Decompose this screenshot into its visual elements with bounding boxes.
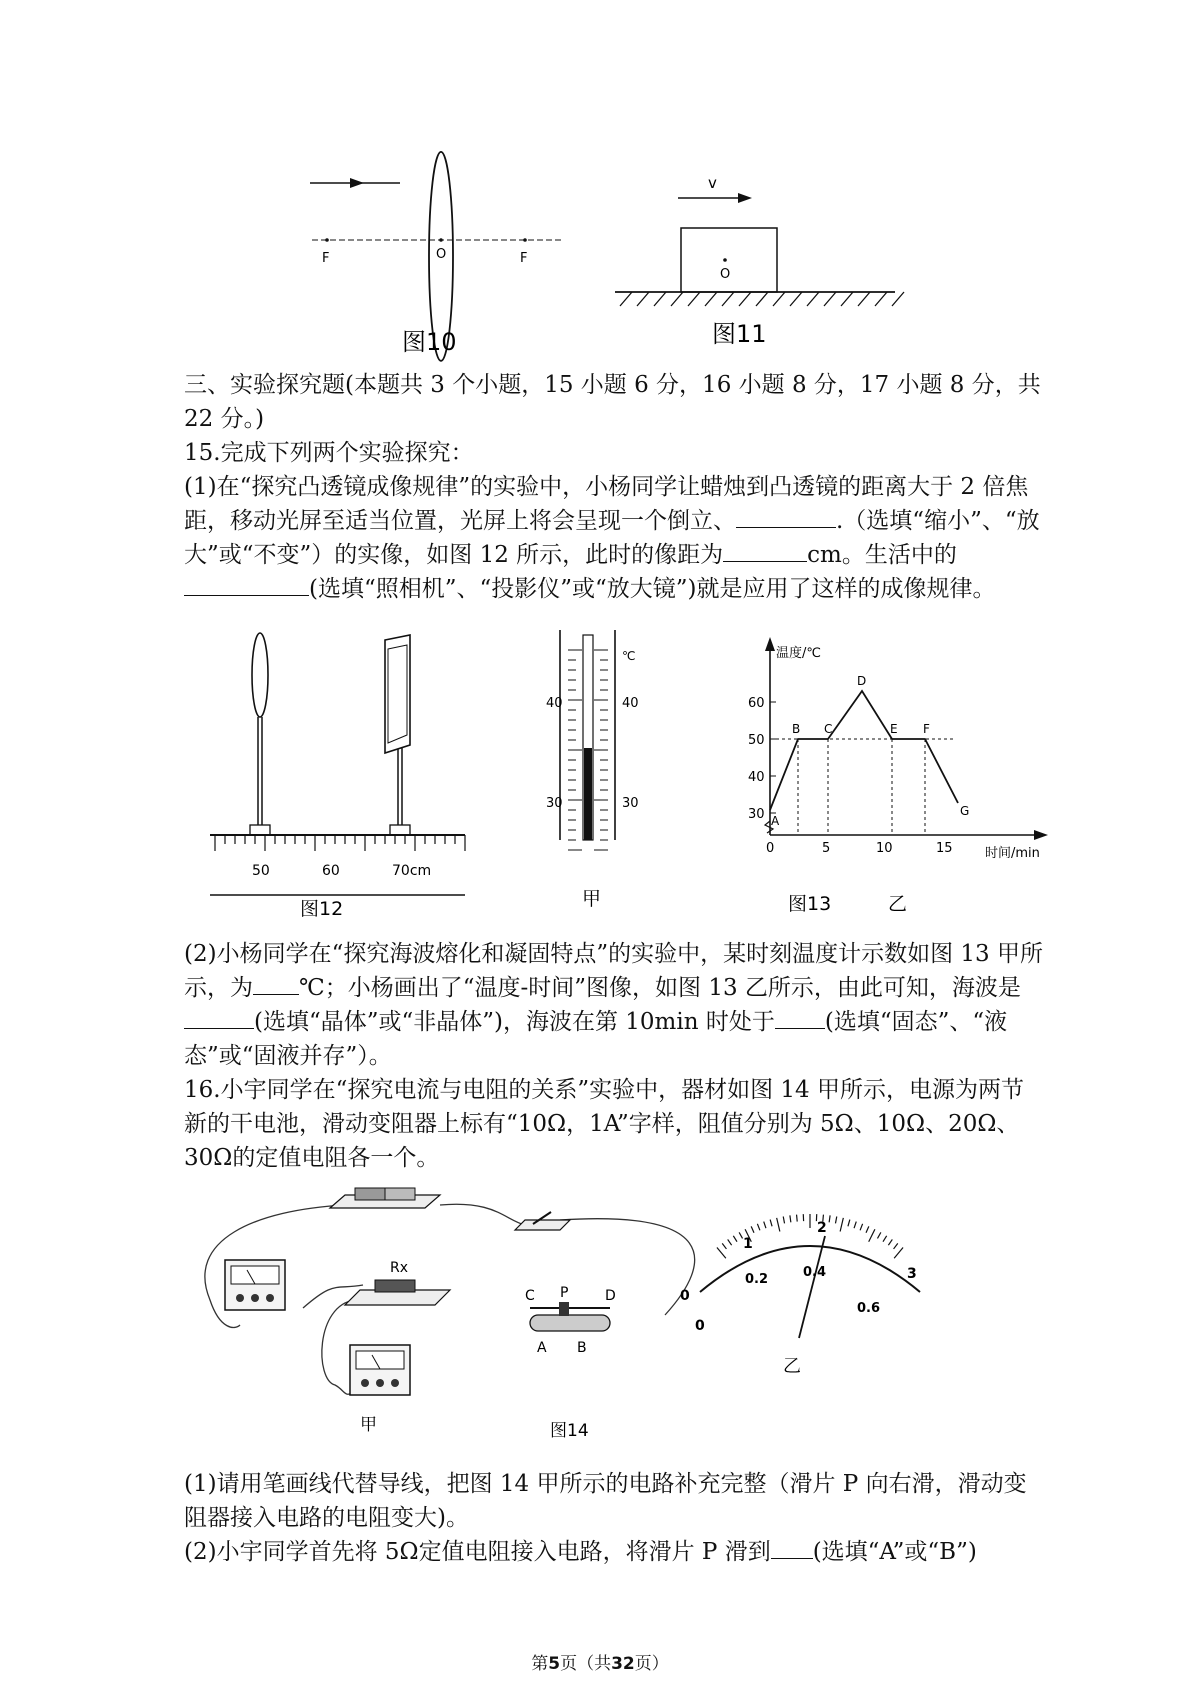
thermometer-caption: 甲 bbox=[582, 888, 602, 910]
rheostat-label: D bbox=[605, 1288, 616, 1304]
q15-2-text-b: ℃；小杨画出了“温度-时间”图像，如图 13 乙所示，由此可知，海波是 bbox=[299, 975, 1021, 1001]
tick-mark bbox=[869, 1229, 875, 1242]
graph-caption: 乙 bbox=[888, 893, 908, 915]
graph-x-tick: 15 bbox=[936, 841, 953, 856]
meter-scale-label: 2 bbox=[817, 1220, 827, 1236]
tick-mark bbox=[717, 1248, 726, 1259]
tick-mark bbox=[770, 1220, 772, 1227]
graph-y-tick: 60 bbox=[748, 696, 765, 711]
velocity-label: v bbox=[708, 174, 717, 192]
tick-mark bbox=[854, 1222, 856, 1229]
figure-10 bbox=[300, 150, 570, 360]
page-total: 32 bbox=[611, 1654, 635, 1674]
tick-mark bbox=[722, 292, 734, 306]
focus-label-left: F bbox=[322, 251, 330, 266]
answer-blank[interactable] bbox=[184, 1006, 254, 1029]
graph-point-label: C bbox=[824, 722, 833, 736]
meter-scale-label: 0.6 bbox=[857, 1301, 881, 1316]
tick-mark bbox=[848, 1220, 850, 1227]
figure-caption: 图10 bbox=[402, 328, 457, 356]
tick-mark bbox=[860, 1224, 863, 1231]
footer-suffix: 页） bbox=[634, 1654, 669, 1674]
graph-point-label: A bbox=[771, 814, 780, 828]
tick-mark bbox=[688, 292, 700, 306]
graph-x-tick: 10 bbox=[876, 841, 893, 856]
q16-2-text-a: (2)小宇同学首先将 5Ω定值电阻接入电路，将滑片 P 滑到 bbox=[184, 1539, 771, 1565]
figure-caption: 图14 bbox=[550, 1421, 589, 1441]
graph-point-label: D bbox=[857, 674, 867, 688]
figure-13-thermometer bbox=[546, 630, 640, 910]
tick-mark bbox=[733, 1236, 737, 1242]
graph-point-label: B bbox=[792, 722, 801, 736]
tick-mark bbox=[739, 292, 751, 306]
tick-mark bbox=[894, 1248, 903, 1259]
focus-label-right: F bbox=[520, 251, 528, 266]
q16-2-text-b: (选填“A”或“B”) bbox=[812, 1539, 977, 1565]
graph-x-tick: 5 bbox=[822, 841, 831, 856]
footer-middle: 页（共 bbox=[560, 1654, 612, 1674]
tick-mark bbox=[797, 1215, 798, 1222]
answer-blank[interactable] bbox=[736, 505, 836, 528]
meter-scale-label: 0.2 bbox=[745, 1272, 769, 1287]
q15-1-text-d: (选填“照相机”、“投影仪”或“放大镜”)就是应用了这样的成像规律。 bbox=[309, 576, 996, 602]
circuit-caption: 甲 bbox=[360, 1415, 377, 1435]
tick-mark bbox=[858, 292, 870, 306]
tick-mark bbox=[783, 1216, 784, 1223]
graph-y-tick: 40 bbox=[748, 770, 765, 785]
ruler-tick-label: 70cm bbox=[392, 863, 432, 879]
question-16: 16.小宇同学在“探究电流与电阻的关系”实验中，器材如图 14 甲所示，电源为两节新的干电池，滑动变阻器上标有“10Ω，1A”字样，阻值分别为 5Ω、10Ω、20Ω、30Ω的定值电阻各一个。 bbox=[184, 1077, 1024, 1171]
tick-mark bbox=[654, 292, 666, 306]
graph-y-label: 温度/℃ bbox=[776, 646, 821, 661]
question-block-2 bbox=[184, 937, 1044, 1175]
figure-13-graph bbox=[740, 635, 1050, 915]
tick-mark bbox=[773, 292, 785, 306]
tick-mark bbox=[757, 1224, 760, 1231]
tick-mark bbox=[835, 1216, 836, 1223]
thermometer-tick-label: 40 bbox=[546, 696, 563, 711]
question-15-part-2 bbox=[184, 937, 1044, 1073]
tick-mark bbox=[777, 1218, 780, 1232]
q15-2-text-d: (选填“固态”、“液态”或“固液并存”）。 bbox=[184, 1009, 1008, 1069]
tick-mark bbox=[807, 292, 819, 306]
tick-mark bbox=[877, 1232, 880, 1238]
tick-mark bbox=[888, 1239, 892, 1245]
graph-point-label: E bbox=[890, 722, 898, 736]
rheostat-label: C bbox=[525, 1288, 535, 1304]
tick-mark bbox=[875, 292, 887, 306]
q15-2-text-c: (选填“晶体”或“非晶体”)，海波在第 10min 时处于 bbox=[254, 1009, 775, 1035]
ruler-tick-label: 50 bbox=[252, 863, 270, 879]
tick-mark bbox=[840, 1218, 843, 1232]
q15-1-text-b: .（选填“缩小”、“放大”或“不变”）的实像，如图 12 所示，此时的像距为 bbox=[184, 508, 1040, 568]
meter-caption: 乙 bbox=[783, 1356, 801, 1377]
tick-mark bbox=[892, 292, 904, 306]
tick-mark bbox=[790, 292, 802, 306]
graph-point-label: G bbox=[960, 804, 970, 818]
thermometer-unit: ℃ bbox=[622, 649, 636, 663]
answer-blank[interactable] bbox=[723, 539, 807, 562]
meter-scale-label: 0 bbox=[695, 1318, 705, 1334]
rheostat-label: B bbox=[577, 1340, 587, 1356]
meter-scale-label: 0 bbox=[680, 1288, 690, 1304]
answer-blank[interactable] bbox=[184, 573, 309, 596]
answer-blank[interactable] bbox=[253, 972, 299, 995]
question-15-part-1 bbox=[184, 470, 1044, 606]
meter-scale-label: 3 bbox=[907, 1266, 917, 1282]
question-16-part-2 bbox=[184, 1535, 1044, 1569]
resistor-label: Rx bbox=[390, 1260, 409, 1276]
section-heading: 三、实验探究题(本题共 3 个小题，15 小题 6 分，16 小题 8 分，17 小题 8 分，共 22 分。) bbox=[184, 372, 1041, 432]
page-number: 5 bbox=[548, 1654, 561, 1674]
center-label: O bbox=[436, 247, 447, 262]
rheostat-label: P bbox=[560, 1285, 569, 1301]
answer-blank[interactable] bbox=[775, 1006, 825, 1029]
tick-mark bbox=[728, 1239, 732, 1245]
tick-mark bbox=[620, 292, 632, 306]
tick-mark bbox=[866, 1226, 869, 1232]
graph-y-tick: 50 bbox=[748, 733, 765, 748]
rheostat-label: A bbox=[537, 1340, 547, 1356]
figure-11 bbox=[630, 170, 910, 355]
tick-mark bbox=[894, 1243, 898, 1249]
graph-x-tick: 0 bbox=[766, 841, 775, 856]
graph-point-label: F bbox=[923, 722, 930, 736]
tick-mark bbox=[637, 292, 649, 306]
tick-mark bbox=[841, 292, 853, 306]
section-3-block bbox=[184, 368, 1044, 606]
meter-scale-label: 1 bbox=[743, 1236, 753, 1252]
tick-mark bbox=[883, 1236, 887, 1242]
q15-1-text-a: (1)在“探究凸透镜成像规律”的实验中，小杨同学让蜡烛到凸透镜的距离大于 2 倍焦距，移动光屏至适当位置，光屏上将会呈现一个倒立、 bbox=[184, 474, 1029, 534]
question-15: 15.完成下列两个实验探究： bbox=[184, 440, 474, 466]
footer-prefix: 第 bbox=[531, 1654, 549, 1674]
q15-1-text-c: cm。生活中的 bbox=[807, 542, 957, 568]
center-label: O bbox=[720, 267, 731, 282]
ruler-tick-label: 60 bbox=[322, 863, 340, 879]
tick-mark bbox=[751, 1226, 754, 1232]
tick-mark bbox=[756, 292, 768, 306]
tick-mark bbox=[824, 292, 836, 306]
tick-mark bbox=[764, 1222, 766, 1229]
thermometer-tick-label: 40 bbox=[622, 696, 639, 711]
page-footer bbox=[0, 1649, 1200, 1674]
q15-2-text-a: (2)小杨同学在“探究海波熔化和凝固特点”的实验中，某时刻温度计示数如图 13 甲所示，为 bbox=[184, 941, 1043, 1001]
tick-mark bbox=[829, 1215, 830, 1222]
tick-mark bbox=[790, 1215, 791, 1222]
figure-14 bbox=[195, 1180, 1015, 1450]
graph-y-tick: 30 bbox=[748, 807, 765, 822]
answer-blank[interactable] bbox=[771, 1536, 813, 1559]
figure-caption: 图12 bbox=[300, 898, 344, 920]
question-16-part-1: (1)请用笔画线代替导线，把图 14 甲所示的电路补充完整（滑片 P 向右滑，滑动变阻器接入电路的电阻变大)。 bbox=[184, 1471, 1027, 1531]
figure-caption: 图13 bbox=[788, 893, 832, 915]
figure-caption: 图11 bbox=[712, 320, 767, 348]
thermometer-tick-label: 30 bbox=[622, 796, 639, 811]
question-block-3 bbox=[184, 1467, 1044, 1569]
thermometer-tick-label: 30 bbox=[546, 796, 563, 811]
graph-x-label: 时间/min bbox=[985, 846, 1040, 861]
tick-mark bbox=[705, 292, 717, 306]
tick-mark bbox=[671, 292, 683, 306]
tick-mark bbox=[722, 1243, 726, 1249]
meter-scale-label: 0.4 bbox=[803, 1265, 827, 1280]
figure-12 bbox=[210, 635, 470, 920]
